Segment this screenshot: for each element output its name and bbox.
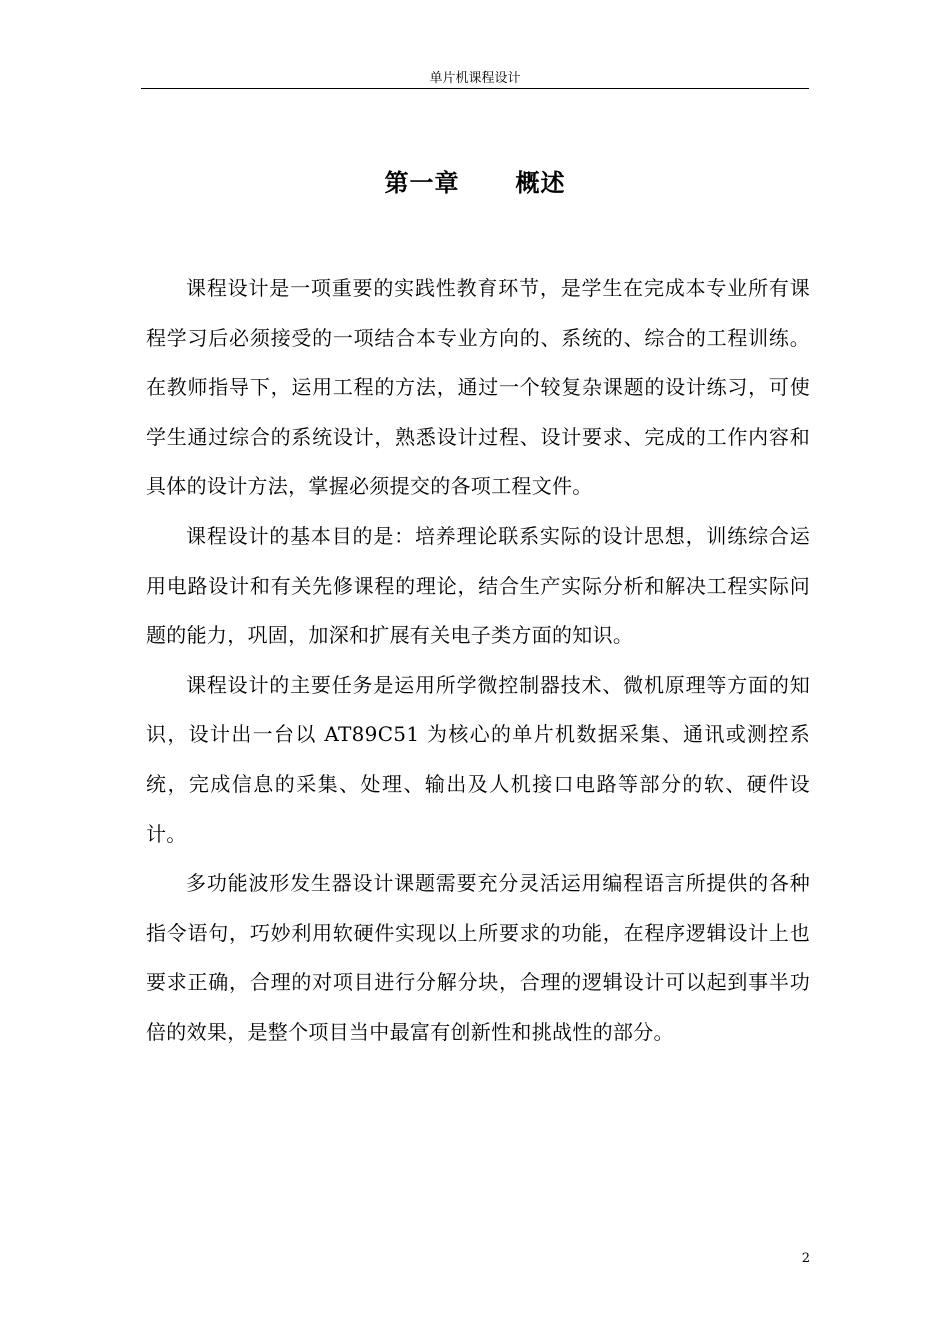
- page-number: 2: [801, 1251, 810, 1266]
- header-rule: [141, 88, 809, 89]
- body-text: [146, 264, 810, 1058]
- chapter-title: [141, 166, 809, 200]
- running-header: 单片机课程设计: [429, 71, 521, 86]
- paragraph-1: 课程设计是一项重要的实践性教育环节，是学生在完成本专业所有课程学习后必须接受的一项结合本专业方向的、系统的、综合的工程训练。在教师指导下，运用工程的方法，通过一个较复杂课题的设计练习，可使学生通过综合的系统设计，熟悉设计过程、设计要求、完成的工作内容和具体的设计方法，掌握必须提交的各项工程文件。: [146, 276, 810, 499]
- chapter-number: 第一章: [384, 169, 460, 197]
- paragraph-4: 多功能波形发生器设计课题需要充分灵活运用编程语言所提供的各种指令语句，巧妙利用软硬件实现以上所要求的功能，在程序逻辑设计上也要求正确，合理的对项目进行分解分块，合理的逻辑设计可以起到事半功倍的效果，是整个项目当中最富有创新性和挑战性的部分。: [146, 871, 810, 1044]
- paragraph-3: 课程设计的主要任务是运用所学微控制器技术、微机原理等方面的知识，设计出一台以 AT89C51 为核心的单片机数据采集、通讯或测控系统，完成信息的采集、处理、输出及人机接口电路等部分的软、硬件设计。: [146, 672, 810, 846]
- chapter-name: 概述: [515, 169, 566, 197]
- paragraph-2: 课程设计的基本目的是：培养理论联系实际的设计思想，训练综合运用电路设计和有关先修课程的理论，结合生产实际分析和解决工程实际问题的能力，巩固，加深和扩展有关电子类方面的知识。: [146, 523, 810, 648]
